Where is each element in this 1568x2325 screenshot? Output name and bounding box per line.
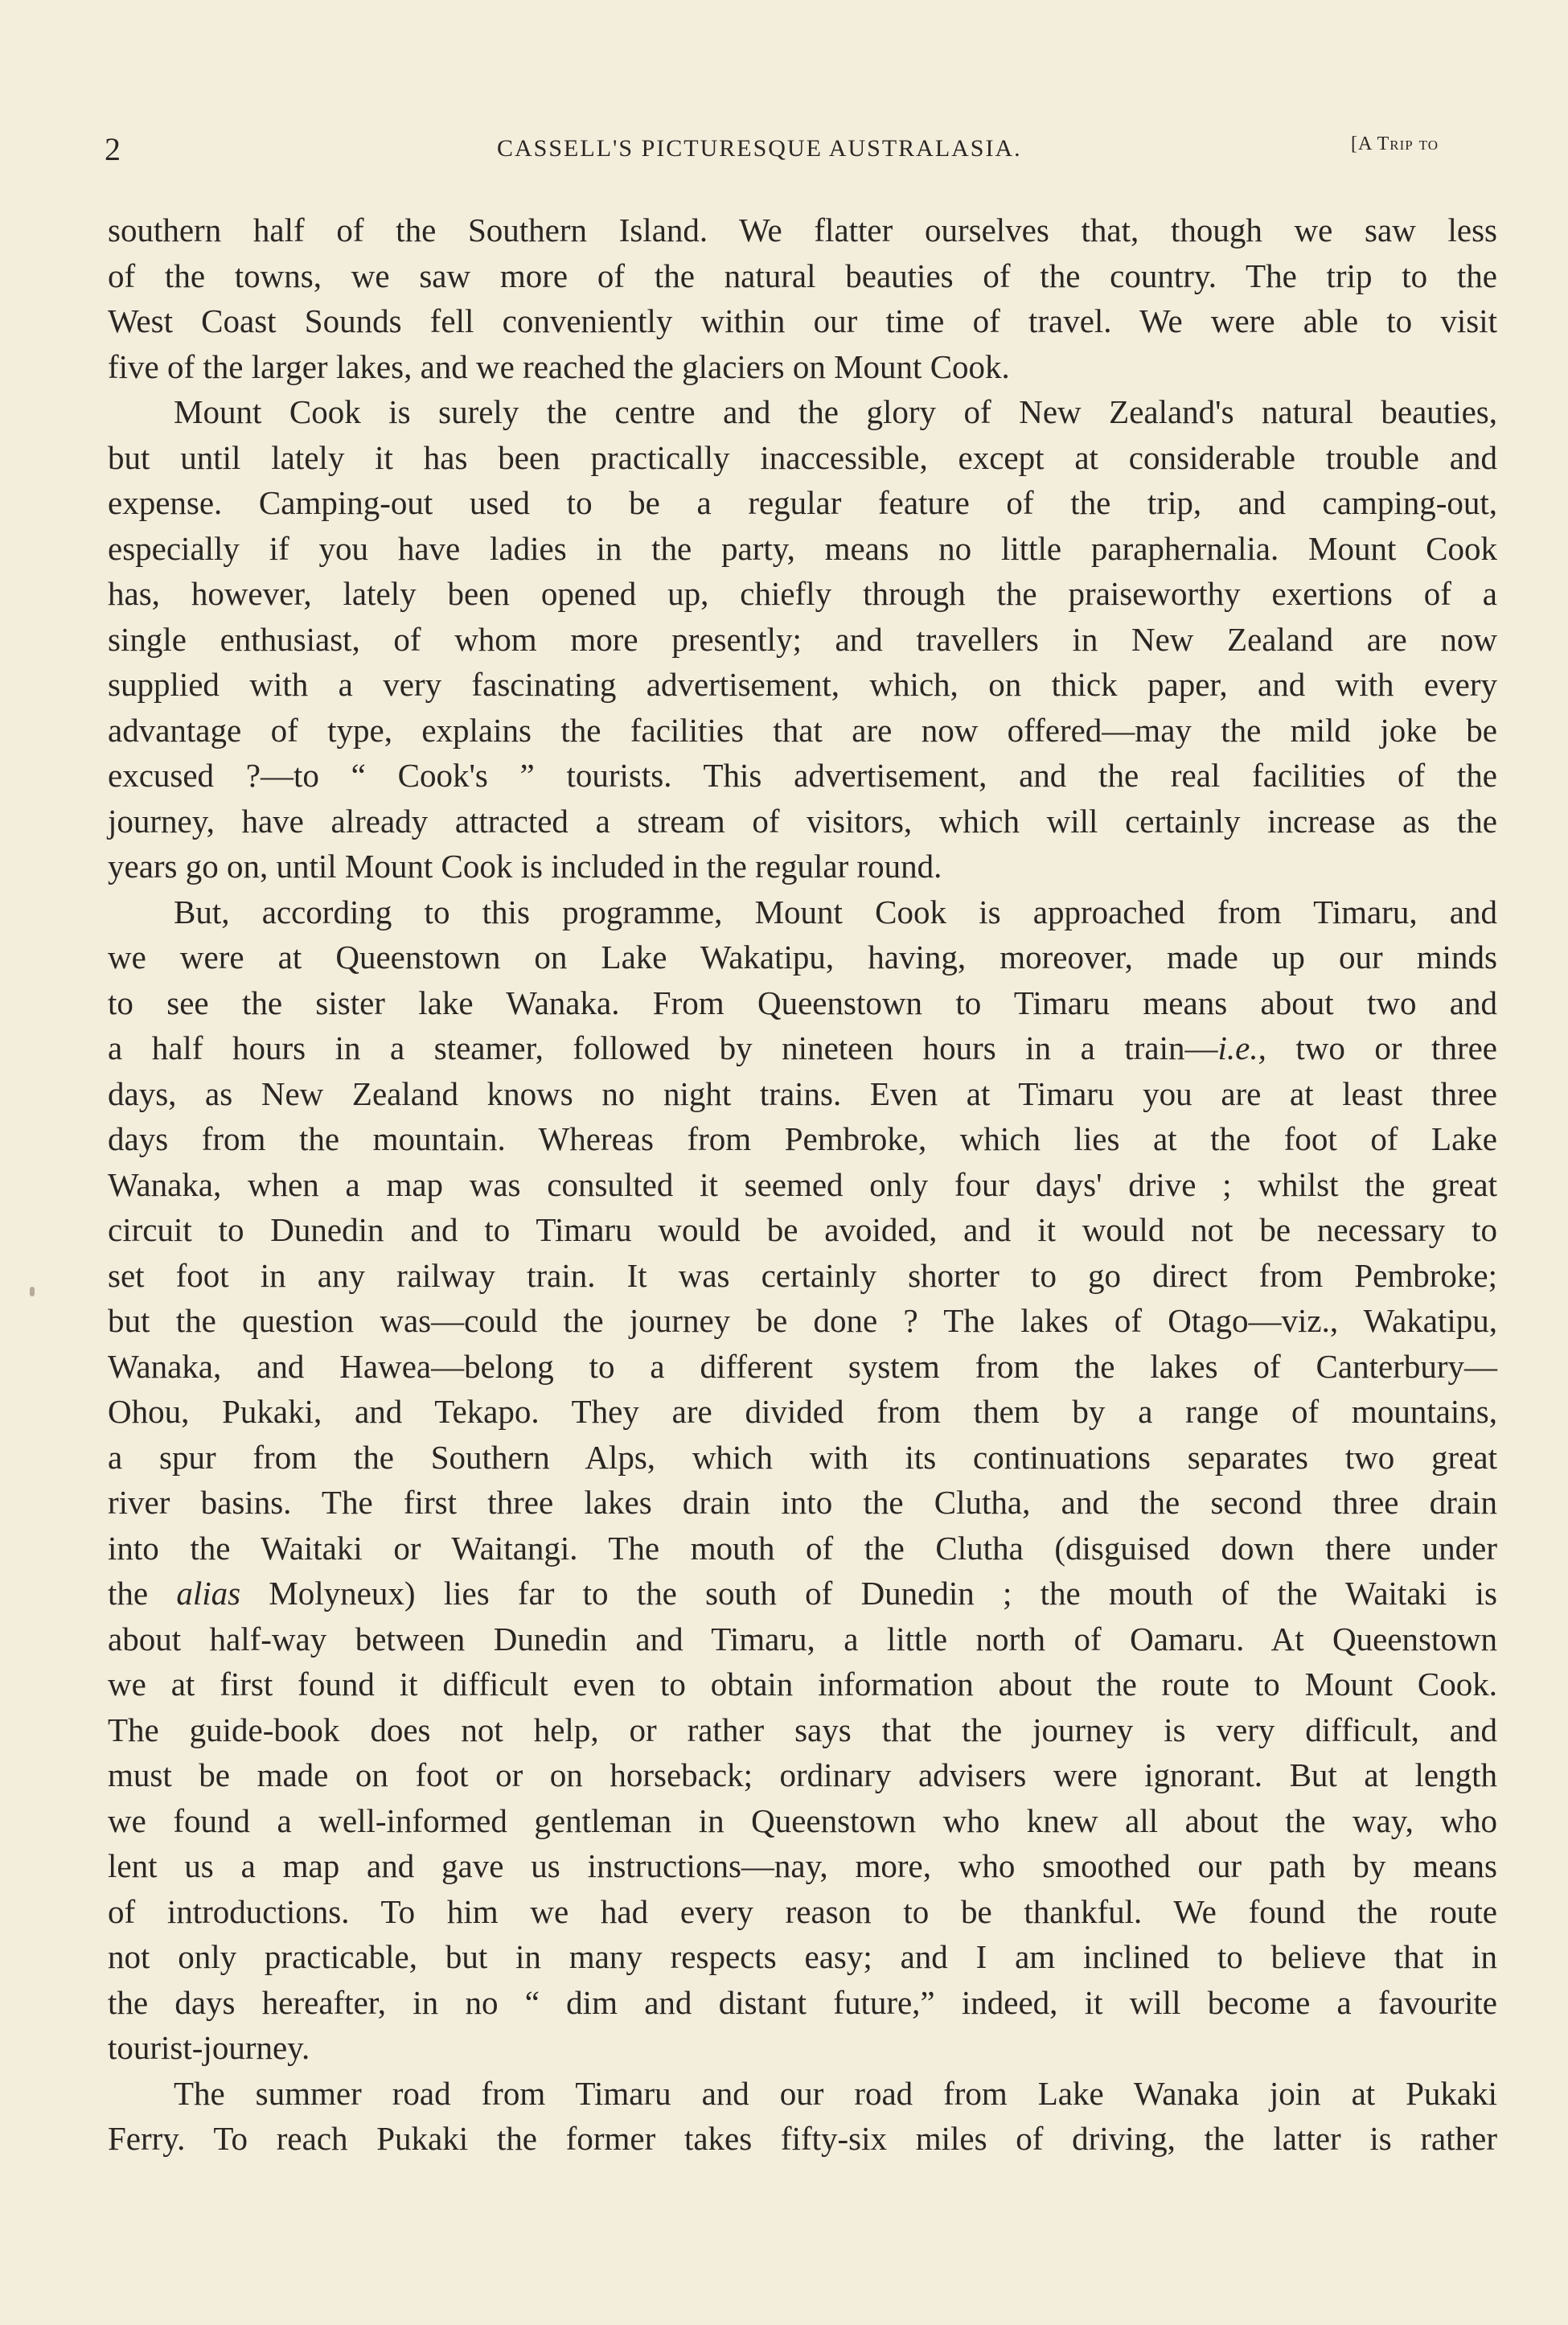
paper-speck xyxy=(30,1287,35,1296)
italic-word: alias xyxy=(176,1575,241,1612)
text-line: the days hereafter, in no “ dim and distant future,” indeed, it will become a favourite xyxy=(108,1983,1497,2021)
text-segment: a half hours in a steamer, followed by nineteen hours in a train— xyxy=(108,1029,1218,1066)
text-line: supplied with a very fascinating advertisement, which, on thick paper, and with every xyxy=(108,666,1497,703)
text-segment: two or three xyxy=(1266,1029,1497,1066)
book-title: CASSELL'S PICTURESQUE AUSTRALASIA. xyxy=(497,135,1022,162)
text-line: West Coast Sounds fell conveniently within our time of travel. We were able to visit xyxy=(108,302,1497,339)
text-line: Mount Cook is surely the centre and the glory of New Zealand's natural beauties, xyxy=(174,393,1497,430)
text-line: five of the larger lakes, and we reached the glaciers on Mount Cook. xyxy=(108,347,1010,385)
text-line: but until lately it has been practically inaccessible, except at considerable trouble and xyxy=(108,438,1497,476)
text-line: a spur from the Southern Alps, which with its continuations separates two great xyxy=(108,1438,1497,1476)
text-line: days from the mountain. Whereas from Pembroke, which lies at the foot of Lake xyxy=(108,1120,1497,1157)
section-reference: [A Trip to xyxy=(1351,134,1439,154)
text-line: of the towns, we saw more of the natural beauties of the country. The trip to the xyxy=(108,257,1497,294)
text-line: we at first found it difficult even to obtain information about the route to Mount Cook. xyxy=(108,1666,1497,1703)
text-segment: Molyneux) lies far to the south of Dunedin ; the mouth of the Waitaki is xyxy=(240,1575,1497,1612)
text-line: has, however, lately been opened up, chiefly through the praiseworthy exertions of a xyxy=(108,575,1497,612)
text-line: we were at Queenstown on Lake Wakatipu, having, moreover, made up our minds xyxy=(108,939,1497,976)
text-line: Wanaka, and Hawea—belong to a different system from the lakes of Canterbury— xyxy=(108,1347,1497,1385)
text-line: river basins. The first three lakes drain into the Clutha, and the second three drain xyxy=(108,1484,1497,1521)
italic-abbreviation: i.e., xyxy=(1217,1029,1266,1066)
running-head xyxy=(105,130,1472,170)
page-number: 2 xyxy=(105,131,121,167)
text-line: must be made on foot or on horseback; ordinary advisers were ignorant. But at length xyxy=(108,1756,1497,1793)
text-line: southern half of the Southern Island. We flatter ourselves that, though we saw less xyxy=(108,212,1497,249)
text-line: but the question was—could the journey be done ? The lakes of Otago—viz., Wakatipu, xyxy=(108,1302,1497,1339)
text-line: The summer road from Timaru and our road from Lake Wanaka join at Pukaki xyxy=(174,2074,1497,2112)
text-line: Ohou, Pukaki, and Tekapo. They are divided from them by a range of mountains, xyxy=(108,1393,1497,1430)
text-line-with-italic xyxy=(108,1025,1497,1071)
text-line: advantage of type, explains the facilities that are now offered—may the mild joke be xyxy=(108,711,1497,749)
text-line: set foot in any railway train. It was certainly shorter to go direct from Pembroke; xyxy=(108,1256,1497,1294)
text-line: tourist-journey. xyxy=(108,2029,310,2066)
text-line: circuit to Dunedin and to Timaru would be avoided, and it would not be necessary to xyxy=(108,1211,1497,1248)
text-line: about half-way between Dunedin and Timaru, a little north of Oamaru. At Queenstown xyxy=(108,1620,1497,1657)
text-line: Ferry. To reach Pukaki the former takes fifty-six miles of driving, the latter is rather xyxy=(108,2120,1497,2157)
text-segment: the xyxy=(108,1575,177,1612)
text-line: into the Waitaki or Waitangi. The mouth of the Clutha (disguised down there under xyxy=(108,1529,1497,1567)
text-line: The guide-book does not help, or rather says that the journey is very difficult, and xyxy=(108,1711,1497,1748)
text-line: of introductions. To him we had every reason to be thankful. We found the route xyxy=(108,1892,1497,1930)
text-line-with-italic xyxy=(108,1571,1497,1616)
text-line: excused ?—to “ Cook's ” tourists. This advertisement, and the real facilities of the xyxy=(108,757,1497,794)
text-line: days, as New Zealand knows no night trains. Even at Timaru you are at least three xyxy=(108,1074,1497,1112)
text-line: years go on, until Mount Cook is included in the regular round. xyxy=(108,848,942,885)
text-line: journey, have already attracted a stream of visitors, which will certainly increase as the xyxy=(108,802,1497,840)
body-text xyxy=(108,207,1497,2162)
text-line: not only practicable, but in many respects easy; and I am inclined to believe that in xyxy=(108,1938,1497,1975)
text-line: But, according to this programme, Mount Cook is approached from Timaru, and xyxy=(174,893,1497,930)
text-line: to see the sister lake Wanaka. From Queenstown to Timaru means about two and xyxy=(108,984,1497,1021)
text-line: expense. Camping-out used to be a regular feature of the trip, and camping-out, xyxy=(108,484,1497,521)
text-line: Wanaka, when a map was consulted it seemed only four days' drive ; whilst the great xyxy=(108,1165,1497,1203)
text-line: single enthusiast, of whom more presently; and travellers in New Zealand are now xyxy=(108,620,1497,658)
text-line: especially if you have ladies in the party, means no little paraphernalia. Mount Cook xyxy=(108,529,1497,567)
text-line: we found a well-informed gentleman in Queenstown who knew all about the way, who xyxy=(108,1801,1497,1839)
text-line: lent us a map and gave us instructions—nay, more, who smoothed our path by means xyxy=(108,1847,1497,1884)
